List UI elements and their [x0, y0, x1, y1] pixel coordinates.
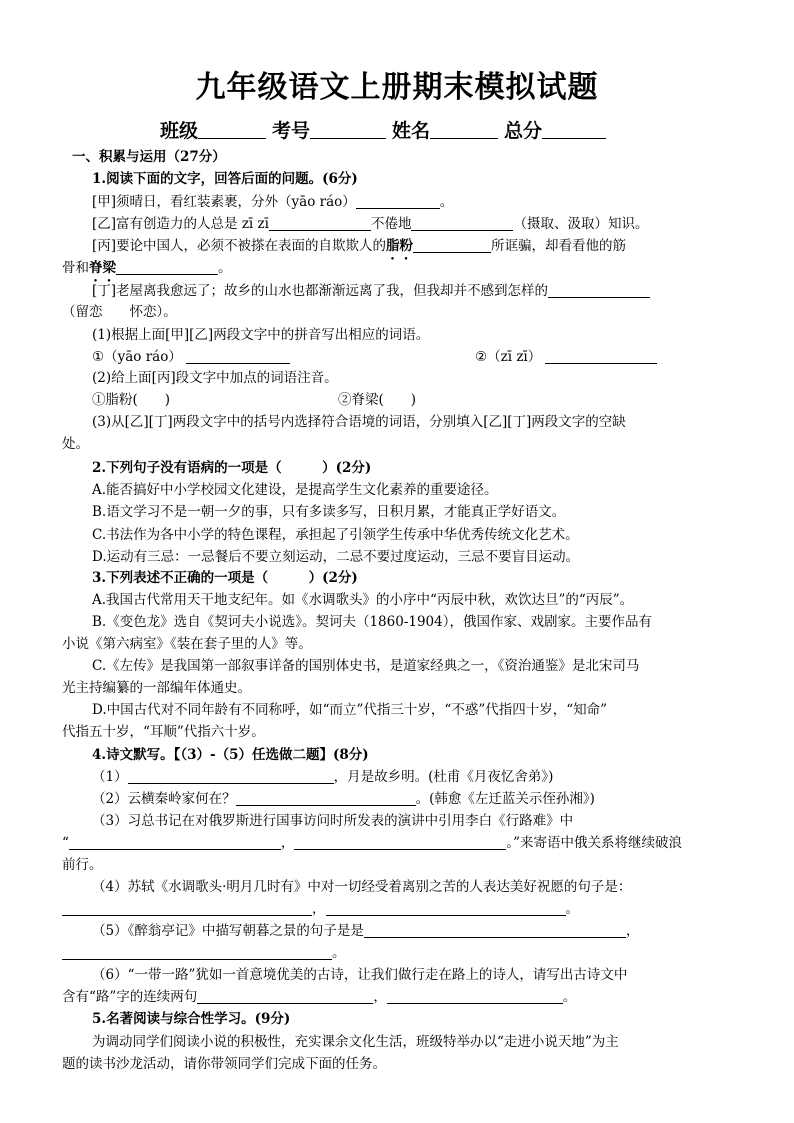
passage-text: [丁]老屋离我愈远了；故乡的山水也都渐渐远离了我，但我却并不感到怎样的	[92, 283, 549, 299]
answer-blank[interactable]	[116, 259, 218, 275]
q3-option-d: D.中国古代对不同年龄有不同称呼，如“而立”代指三十岁，“不惑”代指四十岁，“知命”	[92, 702, 608, 718]
q1-sub3-cont: 处。	[62, 436, 89, 452]
passage-text: 骨和	[62, 260, 89, 276]
answer-blank[interactable]	[294, 834, 506, 850]
q1-sub2: (2)给上面[丙]段文字中加点的词语注音。	[92, 370, 338, 386]
q4-item-6: （6）“一带一路”犹如一首意境优美的古诗，让我们做行走在路上的诗人，请写出古诗文中	[92, 967, 628, 983]
q2-option-a: A.能否搞好中小学校园文化建设，是提高学生文化素养的重要途径。	[92, 482, 498, 498]
section-heading: 一、积累与运用（27分）	[72, 149, 226, 165]
q2-option-b: B.语文学习不是一朝一夕的事，只有多读多写，日积月累，才能真正学好语文。	[92, 504, 566, 520]
item-text: 。	[562, 989, 577, 1005]
answer-blank[interactable]	[387, 988, 563, 1004]
item-text: 。	[565, 901, 579, 917]
answer-blank[interactable]	[62, 944, 332, 960]
q1-sub3: (3)从[乙][丁]两段文字中的括号内选择符合语境的词语，分别填入[乙][丁]两段文字的空缺	[92, 414, 626, 430]
q1-passage-jia	[92, 191, 772, 213]
q1-sub2-answers	[92, 389, 772, 411]
q3-option-d-cont: 代指五十岁，“耳顺”代指六十岁。	[62, 724, 265, 740]
dotted-word: 脊梁	[89, 260, 116, 276]
q4-item-3-cont: 前行。	[62, 857, 103, 873]
answer-blank[interactable]	[545, 348, 657, 364]
q4-item-5	[92, 920, 772, 942]
q3-option-c-cont: 光主持编纂的一部编年体通史。	[62, 680, 251, 696]
q1-passage-ding	[92, 280, 772, 302]
item-text: ，月是故乡明。(杜甫《月夜忆舍弟》)	[333, 769, 554, 785]
class-label: 班级	[160, 120, 199, 142]
answer-blank[interactable]	[236, 790, 416, 806]
q4-item-4-blanks	[62, 898, 742, 920]
item-text: 。”来寄语中俄关系将继续破浪	[506, 835, 683, 851]
q2-option-c: C.书法作为各中小学的特色课程，承担起了引领学生传承中华优秀传统文化艺术。	[92, 527, 579, 543]
dotted-word: 脂粉	[386, 238, 414, 254]
q1-sub1: (1)根据上面[甲][乙]两段文字中的拼音写出相应的词语。	[92, 327, 430, 343]
sub-label: ①（yāo ráo）	[92, 349, 182, 365]
name-label: 姓名	[392, 120, 431, 142]
q2-heading: 2.下列句子没有语病的一项是（ ）(2分)	[92, 460, 372, 476]
answer-blank[interactable]	[364, 922, 626, 938]
passage-text: 不倦地	[370, 216, 412, 232]
q3-option-b-cont: 小说《第六病室》《装在套子里的人》等。	[62, 636, 312, 652]
q1-passage-yi	[92, 213, 772, 235]
item-text: “	[62, 835, 69, 851]
item-text: ，	[625, 923, 640, 939]
q1-heading: 1.阅读下面的文字，回答后面的问题。(6分)	[92, 171, 358, 187]
answer-blank[interactable]	[411, 215, 513, 231]
passage-text: [丙]要论中国人，必须不被搽在表面的自欺欺人的	[92, 238, 387, 254]
q3-option-a: A.我国古代常用天干地支纪年。如《水调歌头》的小序中“丙辰中秋，欢饮达旦”的“丙辰”。	[92, 592, 634, 608]
sub-label: ②脊梁( )	[338, 392, 417, 408]
item-text: ，	[373, 989, 387, 1005]
answer-blank[interactable]	[326, 900, 566, 916]
q3-option-c: C.《左传》是我国第一部叙事详备的国别体史书，是道家经典之一，《资治通鉴》是北宋司马	[92, 658, 640, 674]
item-text: 。(韩愈《左迁蓝关示侄孙湘》)	[415, 791, 595, 807]
q4-item-2	[92, 788, 772, 810]
q5-intro: 为调动同学们阅读小说的积极性，充实课余文化生活，班级特举办以“走进小说天地”为主	[92, 1034, 619, 1050]
passage-text: （摄取、汲取）知识。	[513, 216, 649, 232]
q4-item-3-blanks	[62, 832, 742, 854]
sub-item	[475, 346, 657, 368]
score-field[interactable]	[542, 120, 606, 139]
answer-blank[interactable]	[269, 215, 371, 231]
q4-heading: 4.诗文默写。【（3）-（5）任选做二题】(8分)	[92, 747, 369, 763]
student-info-line	[160, 116, 612, 143]
q3-option-b: B.《变色龙》选自《契诃夫小说选》。契诃夫（1860-1904），俄国作家、戏剧家。主要作品有	[92, 614, 652, 630]
q3-heading: 3.下列表述不正确的一项是（ ）(2分)	[92, 570, 358, 586]
answer-blank[interactable]	[413, 237, 491, 253]
class-field[interactable]	[198, 120, 266, 139]
passage-text: [甲]须晴日，看红装素裹，分外（yāo ráo）	[92, 194, 356, 210]
passage-text: 。	[439, 194, 454, 210]
q4-item-5-cont	[62, 942, 742, 964]
score-label: 总分	[504, 120, 543, 142]
q1-passage-ding-options: （留恋 怀恋）。	[62, 304, 177, 320]
q5-heading: 5.名著阅读与综合性学习。(9分)	[92, 1011, 291, 1027]
answer-blank[interactable]	[186, 348, 290, 364]
exam-no-field[interactable]	[310, 120, 386, 139]
answer-blank[interactable]	[128, 768, 334, 784]
q2-option-d: D.运动有三忌：一忌餐后不要立刻运动，二忌不要过度运动，三忌不要盲目运动。	[92, 549, 580, 565]
passage-text: [乙]富有创造力的人总是 zī zī	[92, 216, 269, 232]
answer-blank[interactable]	[356, 193, 440, 209]
sub-label: ②（zī zī）	[475, 349, 542, 365]
answer-blank[interactable]	[69, 834, 281, 850]
q4-item-1	[92, 766, 772, 788]
answer-blank[interactable]	[548, 282, 650, 298]
exam-no-label: 考号	[272, 120, 311, 142]
item-text: （5）《醉翁亭记》中描写朝暮之景的句子是是	[92, 923, 364, 939]
q1-sub1-answers	[92, 346, 772, 368]
item-text: ，	[312, 901, 326, 917]
item-text: 。	[332, 945, 346, 961]
sub-label: ①脂粉( )	[92, 392, 171, 408]
item-text: 含有“路”字的连续两句	[62, 989, 198, 1005]
q5-intro-cont: 题的读书沙龙活动，请你带领同学们完成下面的任务。	[62, 1056, 386, 1072]
passage-text: 所诓骗，却看看他的筋	[491, 238, 627, 254]
item-text: ，	[280, 835, 295, 851]
item-label: （1）	[92, 769, 128, 785]
name-field[interactable]	[430, 120, 498, 139]
passage-text: 。	[218, 260, 232, 276]
answer-blank[interactable]	[197, 988, 373, 1004]
q4-item-6-cont	[62, 986, 742, 1008]
answer-blank[interactable]	[62, 900, 312, 916]
q4-item-4: （4）苏轼《水调歌头·明月几时有》中对一切经受着离别之苦的人表达美好祝愿的句子是：	[92, 879, 632, 895]
page-title: 九年级语文上册期末模拟试题	[195, 70, 599, 105]
q4-item-3: （3）习总书记在对俄罗斯进行国事访问时所发表的演讲中引用李白《行路难》中	[92, 813, 574, 829]
item-text: （2）云横秦岭家何在？	[92, 791, 236, 807]
